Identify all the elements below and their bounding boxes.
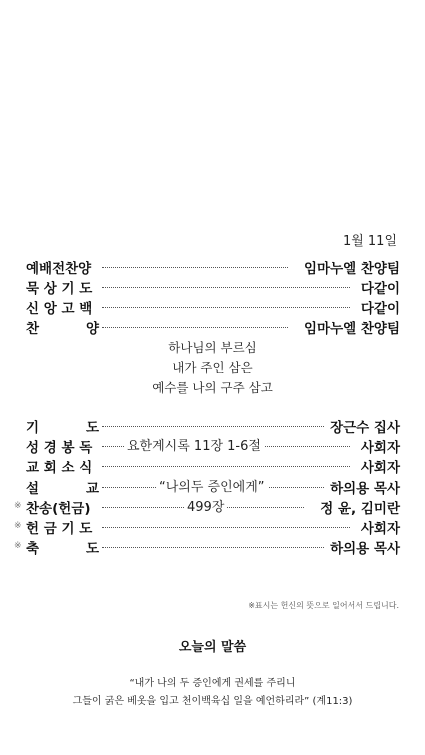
order-row-offering-prayer <box>14 517 400 537</box>
scripture-reference: 요한계시록 11장 1-6절 <box>124 435 264 454</box>
song-title: 예수를 나의 구주 삼고 <box>152 380 273 395</box>
dotted-leader <box>102 307 350 308</box>
order-leader-name: 다같이 <box>358 277 400 297</box>
order-label: 교 회 소 식 <box>26 460 93 476</box>
order-row-offering-hymn <box>14 497 400 517</box>
order-leader-name: 사회자 <box>358 456 400 476</box>
dotted-leader <box>102 527 350 528</box>
service-date: 1월 11일 <box>342 234 397 249</box>
order-leader-name: 임마누엘 찬양팀 <box>301 257 400 277</box>
order-row-praise <box>14 317 400 337</box>
order-label: 신 앙 고 백 <box>26 301 93 317</box>
order-row-silent-prayer <box>14 277 400 297</box>
order-row-creed <box>14 297 400 317</box>
verse-title: 오늘의 말씀 <box>178 640 247 655</box>
order-label: 예배전찬양 <box>26 261 92 277</box>
order-row-prelude <box>14 257 400 277</box>
order-label: 성 경 봉 독 <box>26 440 93 456</box>
order-row-scripture <box>14 436 400 456</box>
order-leader-name: 사회자 <box>358 517 400 537</box>
order-label: 축 도 <box>26 541 100 557</box>
dotted-leader <box>102 267 288 268</box>
order-leader-name: 하의용 목사 <box>327 537 400 557</box>
order-leader-name: 하의용 목사 <box>327 477 400 497</box>
standing-mark: ※ <box>14 501 22 511</box>
order-leader-name: 장근수 집사 <box>327 416 400 436</box>
dotted-leader <box>102 466 350 467</box>
order-leader-name: 정 윤, 김미란 <box>317 497 400 517</box>
order-label: 묵 상 기 도 <box>26 281 93 297</box>
standing-footnote: ※표시는 헌신의 뜻으로 일어서서 드립니다. <box>248 601 399 610</box>
hymn-number: 499장 <box>184 496 227 515</box>
sermon-title: “나의두 증인에게” <box>156 476 268 495</box>
verse-line: “내가 나의 두 증인에게 권세를 주리니 <box>129 678 296 689</box>
order-label: 헌 금 기 도 <box>26 521 93 537</box>
dotted-leader <box>102 426 324 427</box>
order-leader-name: 임마누엘 찬양팀 <box>301 317 400 337</box>
order-leader-name: 다같이 <box>358 297 400 317</box>
dotted-leader <box>102 327 288 328</box>
song-title: 내가 주인 삼은 <box>172 360 253 375</box>
order-row-sermon <box>14 477 400 497</box>
order-label: 기 도 <box>26 420 100 436</box>
order-row-announcements <box>14 456 400 476</box>
dotted-leader <box>102 287 350 288</box>
order-label: 찬송(헌금) <box>26 501 91 517</box>
order-row-benediction <box>14 537 400 557</box>
order-leader-name: 사회자 <box>358 436 400 456</box>
standing-mark: ※ <box>14 521 22 531</box>
standing-mark: ※ <box>14 541 22 551</box>
order-row-prayer <box>14 416 400 436</box>
order-label: 찬 양 <box>26 321 100 337</box>
order-label: 설 교 <box>26 481 100 497</box>
verse-line: 그들이 굵은 베옷을 입고 천이백육십 일을 예언하리라” (계11:3) <box>72 696 353 707</box>
song-title: 하나님의 부르심 <box>168 340 257 355</box>
dotted-leader <box>102 547 324 548</box>
